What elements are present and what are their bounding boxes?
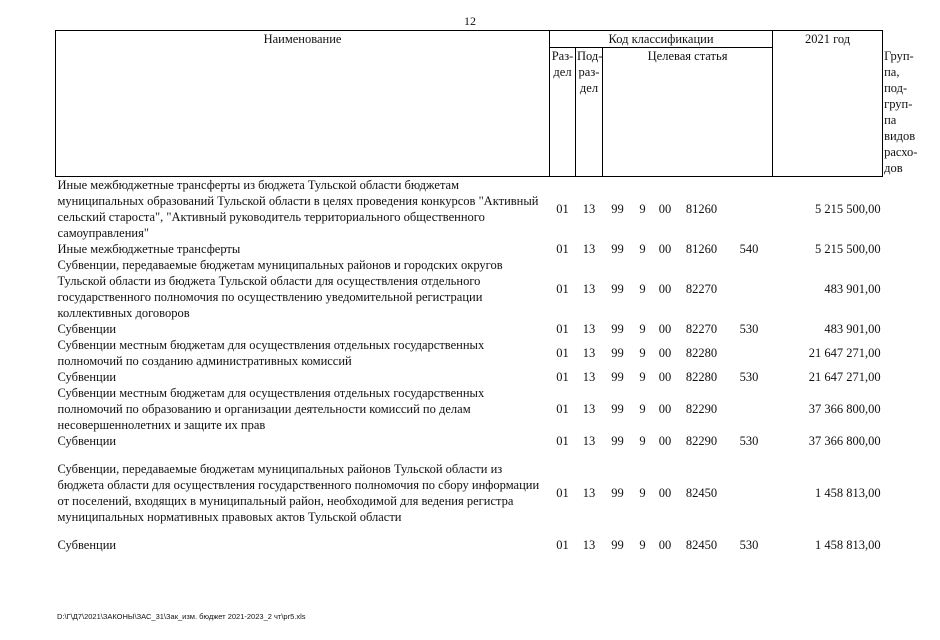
row-cs1: 99 — [611, 402, 624, 416]
row-razdel: 01 — [556, 434, 569, 448]
row-podrazdel: 13 — [582, 242, 596, 256]
row-cs3: 00 — [658, 282, 672, 296]
row-name: Субвенции — [57, 370, 117, 384]
row-cs3: 00 — [658, 370, 672, 384]
row-cs4: 82290 — [685, 434, 718, 448]
table-row — [56, 433, 883, 449]
row-cs4: 82450 — [685, 538, 718, 552]
row-cs4: 82270 — [685, 322, 718, 336]
row-podrazdel: 13 — [582, 434, 596, 448]
table-body — [56, 177, 883, 554]
row-podrazdel: 13 — [582, 282, 596, 296]
row-podrazdel: 13 — [582, 486, 596, 500]
row-name: Субвенции, передаваемые бюджетам муниципальных районов Тульской области из бюджета области для осуществления государственного полномочия по сбору информации от поселений, входящих в муниципальный район, необходимой для ведения регистра муниципальных нормативных правовых актов Тульской области — [57, 462, 540, 524]
row-vr — [726, 385, 773, 433]
row-cs1: 99 — [611, 282, 624, 296]
row-vr — [726, 337, 773, 369]
row-razdel: 01 — [556, 402, 569, 416]
row-cs1: 99 — [611, 538, 624, 552]
row-amount: 37 366 800,00 — [808, 434, 881, 448]
row-razdel: 01 — [556, 370, 569, 384]
row-cs1: 99 — [611, 434, 624, 448]
row-amount: 5 215 500,00 — [814, 202, 881, 216]
row-name: Субвенции, передаваемые бюджетам муниципальных районов и городских округов Тульской области из бюджета Тульской области для осуществления отдельного государственного полномочия по осуществлению уведомительной регистрации коллективных договоров — [57, 258, 503, 320]
row-name: Субвенции местным бюджетам для осуществления отдельных государственных полномочий по созданию административных комиссий — [57, 338, 485, 368]
table-row — [56, 321, 883, 337]
row-cs4: 82450 — [685, 486, 718, 500]
row-amount: 483 901,00 — [824, 322, 881, 336]
row-cs3: 00 — [658, 242, 672, 256]
row-cs2: 9 — [639, 282, 646, 296]
header-year: 2021 год — [773, 31, 883, 177]
row-cs1: 99 — [611, 370, 624, 384]
row-razdel: 01 — [556, 282, 569, 296]
page-number: 12 — [464, 14, 476, 28]
table-row — [56, 241, 883, 257]
row-podrazdel: 13 — [582, 538, 596, 552]
row-cs2: 9 — [639, 346, 646, 360]
row-vr — [726, 461, 773, 525]
row-cs3: 00 — [658, 202, 672, 216]
row-vr: 530 — [739, 370, 759, 384]
row-cs2: 9 — [639, 402, 646, 416]
row-amount: 5 215 500,00 — [814, 242, 881, 256]
table-row — [56, 461, 883, 525]
header-name: Наименование — [56, 31, 550, 177]
row-podrazdel: 13 — [582, 402, 596, 416]
row-podrazdel: 13 — [582, 322, 596, 336]
row-cs3: 00 — [658, 486, 672, 500]
header-section: Раз- дел — [550, 48, 576, 177]
row-cs4: 82280 — [685, 346, 718, 360]
row-razdel: 01 — [556, 322, 569, 336]
row-cs3: 00 — [658, 434, 672, 448]
row-cs2: 9 — [639, 486, 646, 500]
row-razdel: 01 — [556, 538, 569, 552]
row-amount: 21 647 271,00 — [808, 346, 881, 360]
row-amount: 37 366 800,00 — [808, 402, 881, 416]
row-vr — [726, 257, 773, 321]
row-vr: 530 — [739, 434, 759, 448]
row-spacer — [56, 449, 883, 461]
row-cs2: 9 — [639, 538, 646, 552]
row-amount: 1 458 813,00 — [814, 538, 881, 552]
row-podrazdel: 13 — [582, 202, 596, 216]
row-cs2: 9 — [639, 242, 646, 256]
row-vr: 540 — [739, 242, 759, 256]
row-cs1: 99 — [611, 346, 624, 360]
row-name: Иные межбюджетные трансферты из бюджета Тульской области бюджетам муниципальных образований Тульской области в целях проведения конкурсов "Активный сельский староста", "Активный руководитель территориального общественного самоуправления" — [57, 178, 539, 240]
row-cs3: 00 — [658, 322, 672, 336]
row-amount: 21 647 271,00 — [808, 370, 881, 384]
row-vr: 530 — [739, 538, 759, 552]
row-name: Иные межбюджетные трансферты — [57, 242, 241, 256]
table-header: Наименование Код классификации 2021 год Раз- дел Под- раз- дел Целевая статья Груп- па, под- груп- па видов расхо- дов — [56, 31, 883, 177]
budget-table — [55, 30, 918, 553]
table-row — [56, 385, 883, 433]
row-cs4: 81260 — [685, 202, 718, 216]
row-cs4: 81260 — [685, 242, 718, 256]
header-target-article: Целевая статья — [603, 48, 773, 177]
row-name: Субвенции местным бюджетам для осуществления отдельных государственных полномочий по образованию и организации деятельности комиссий по делам несовершеннолетних и защите их прав — [57, 386, 485, 432]
row-cs1: 99 — [611, 202, 624, 216]
row-cs1: 99 — [611, 242, 624, 256]
row-cs2: 9 — [639, 370, 646, 384]
budget-sheet — [55, 30, 918, 553]
table-row — [56, 369, 883, 385]
header-classification: Код классификации — [550, 31, 773, 48]
row-amount: 483 901,00 — [824, 282, 881, 296]
table-row — [56, 257, 883, 321]
table-row — [56, 177, 883, 242]
row-cs3: 00 — [658, 538, 672, 552]
row-cs3: 00 — [658, 402, 672, 416]
row-cs1: 99 — [611, 322, 624, 336]
table-row — [56, 337, 883, 369]
row-cs2: 9 — [639, 434, 646, 448]
row-podrazdel: 13 — [582, 370, 596, 384]
row-name: Субвенции — [57, 434, 117, 448]
row-cs4: 82270 — [685, 282, 718, 296]
row-cs4: 82290 — [685, 402, 718, 416]
row-razdel: 01 — [556, 346, 569, 360]
row-amount: 1 458 813,00 — [814, 486, 881, 500]
row-razdel: 01 — [556, 242, 569, 256]
row-cs1: 99 — [611, 486, 624, 500]
row-spacer — [56, 525, 883, 537]
row-vr — [726, 177, 773, 242]
row-cs4: 82280 — [685, 370, 718, 384]
row-cs2: 9 — [639, 322, 646, 336]
row-razdel: 01 — [556, 486, 569, 500]
row-cs2: 9 — [639, 202, 646, 216]
footer-file-path: D:\Г\Д7\2021\ЗАКОНЫ\ЗАС_31\Зак_изм. бюджет 2021-2023_2 чт\pr5.xls — [57, 612, 306, 621]
row-razdel: 01 — [556, 202, 569, 216]
row-vr: 530 — [739, 322, 759, 336]
table-row — [56, 537, 883, 553]
row-cs3: 00 — [658, 346, 672, 360]
header-subsection: Под- раз- дел — [576, 48, 603, 177]
row-podrazdel: 13 — [582, 346, 596, 360]
row-name: Субвенции — [57, 538, 117, 552]
row-name: Субвенции — [57, 322, 117, 336]
